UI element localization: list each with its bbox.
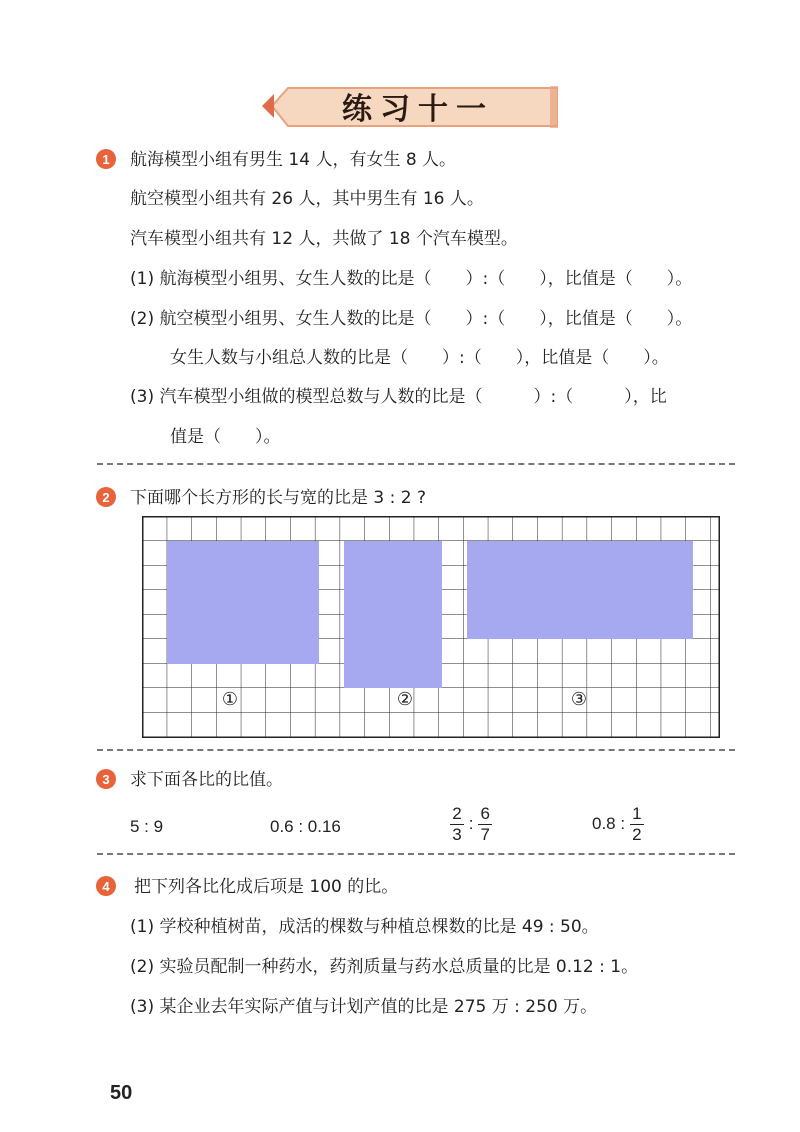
- q2-text: 下面哪个长方形的长与宽的比是 3 : 2 ?: [130, 488, 426, 508]
- q1-line-1: 航海模型小组有男生 14 人，有女生 8 人。: [130, 150, 457, 170]
- question-1-badge: 1: [96, 149, 116, 169]
- separator: [97, 853, 735, 855]
- grid-area: [142, 516, 720, 738]
- numerator: 6: [480, 804, 490, 823]
- q1-line-3: 汽车模型小组共有 12 人，共做了 18 个汽车模型。: [130, 229, 518, 249]
- question-2-badge: 2: [96, 487, 116, 507]
- q4-text: 把下列各比化成后项是 100 的比。: [134, 877, 399, 897]
- page-title: 练习十一: [342, 92, 494, 127]
- q1-part-2b: 女生人数与小组总人数的比是（ ）:（ ），比值是（ ）。: [170, 348, 669, 368]
- q3-text: 求下面各比的比值。: [130, 770, 283, 790]
- rectangle-3: [467, 541, 693, 639]
- page-number: 50: [110, 1082, 133, 1104]
- numerator: 1: [632, 804, 642, 823]
- q4-item-2: (2) 实验员配制一种药水，药剂质量与药水总质量的比是 0.12 : 1。: [130, 957, 639, 977]
- fraction: [630, 805, 644, 844]
- q4-item-1: (1) 学校种植树苗，成活的棵数与种植总棵数的比是 49 : 50。: [130, 917, 599, 937]
- denominator: 3: [452, 825, 462, 844]
- label-2: ②: [396, 689, 414, 710]
- rectangle-2: [344, 541, 442, 688]
- numerator: 2: [452, 804, 462, 823]
- separator: [97, 749, 735, 751]
- denominator: 7: [480, 825, 490, 844]
- label-3: ③: [570, 689, 588, 710]
- ratio-term: 0.8 :: [592, 813, 626, 833]
- ratio-1: 5 : 9: [130, 817, 164, 836]
- ratio-3: [450, 805, 492, 844]
- label-1: ①: [221, 689, 239, 710]
- denominator: 2: [632, 825, 642, 844]
- question-4-badge: 4: [96, 876, 116, 896]
- ratio-2: 0.6 : 0.16: [270, 817, 341, 836]
- fraction: [478, 805, 492, 844]
- rectangle-1: [167, 541, 319, 664]
- colon: :: [468, 813, 474, 833]
- q1-part-1: (1) 航海模型小组男、女生人数的比是（ ）:（ ），比值是（ ）。: [130, 269, 693, 289]
- q1-part-2a: (2) 航空模型小组男、女生人数的比是（ ）:（ ），比值是（ ）。: [130, 309, 693, 329]
- fraction: [450, 805, 464, 844]
- q1-part-3b: 值是（ ）。: [170, 427, 281, 447]
- q1-line-2: 航空模型小组共有 26 人，其中男生有 16 人。: [130, 189, 484, 209]
- separator: [97, 463, 735, 465]
- question-3-badge: 3: [96, 769, 116, 789]
- q4-item-3: (3) 某企业去年实际产值与计划产值的比是 275 万 : 250 万。: [130, 997, 598, 1017]
- ratio-4: [592, 805, 644, 844]
- q1-part-3a: (3) 汽车模型小组做的模型总数与人数的比是（ ）:（ ），比: [130, 387, 667, 407]
